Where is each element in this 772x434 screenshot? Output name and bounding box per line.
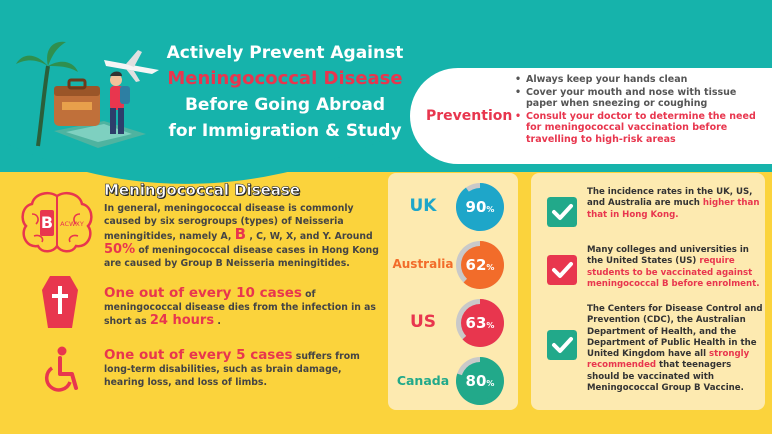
title-line-1: Actively Prevent Against bbox=[166, 43, 404, 63]
prevention-item: • Always keep your hands clean bbox=[514, 74, 764, 86]
fact-2-text: Many colleges and universities in the United States (US) bbox=[587, 245, 749, 267]
fact-1-text: The incidence rates in the UK, US, and Australia are much bbox=[587, 187, 753, 209]
rate-number: 90 bbox=[465, 198, 487, 216]
disease-text-1: In general, meningococcal disease is commonly caused by six serogroups (types) of Neisseria meningitides, namely A, bbox=[104, 203, 354, 242]
facts-card bbox=[531, 173, 765, 410]
stat-disability bbox=[104, 349, 382, 389]
check-icon bbox=[547, 197, 577, 227]
fact-3-end: that teenagers should be vaccinated with Meningococcal Group B Vaccine. bbox=[587, 360, 744, 394]
disease-description bbox=[104, 202, 382, 270]
rate-percent-sign: % bbox=[486, 262, 495, 272]
traveler-illustration bbox=[14, 36, 164, 156]
country-label: Canada bbox=[396, 372, 450, 388]
title-line-4: for Immigration & Study bbox=[168, 121, 402, 141]
incidence-card bbox=[388, 173, 518, 410]
stat-death-head: One out of every 10 cases bbox=[104, 285, 302, 301]
disease-text-2: , C, W, X, and Y. Around bbox=[246, 231, 373, 242]
fact-3 bbox=[587, 304, 763, 394]
wheelchair-icon bbox=[40, 346, 80, 396]
disease-percent: 50% bbox=[104, 242, 136, 257]
prevention-label: Prevention bbox=[426, 108, 513, 124]
title-line-2: Meningococcal Disease bbox=[167, 68, 403, 89]
rate-percent-sign: % bbox=[486, 204, 495, 214]
fact-3-text: The Centers for Disease Control and Prevention (CDC), the Australian Department of Health, and the Department of Public Health in the United Kingdom have all bbox=[587, 304, 763, 360]
incidence-row bbox=[388, 297, 518, 349]
fact-3-highlight: strongly recommended bbox=[587, 349, 750, 371]
prevention-item: • Cover your mouth and nose with tissue paper when sneezing or coughing bbox=[514, 87, 764, 110]
disease-heading: Meningococcal Disease bbox=[104, 181, 301, 199]
brain-icon bbox=[20, 190, 94, 254]
prevention-card bbox=[410, 68, 772, 164]
rate-percent-sign: % bbox=[486, 320, 495, 330]
stat-disability-text: suffers from long-term disabilities, such as brain damage, hearing loss, and loss of limbs. bbox=[104, 351, 360, 388]
rate-value bbox=[456, 299, 504, 347]
check-icon bbox=[547, 330, 577, 360]
fact-2 bbox=[587, 245, 763, 290]
stat-death bbox=[104, 287, 382, 328]
stat-death-time: 24 hours bbox=[149, 313, 215, 328]
prevention-item: • Consult your doctor to determine the need for meningococcal vaccination before travelling to high-risk areas bbox=[514, 111, 764, 146]
disease-text-3: of meningococcal disease cases in Hong Kong are caused by Group B Neisseria meningitides. bbox=[104, 245, 379, 269]
stat-disability-head: One out of every 5 cases bbox=[104, 347, 293, 363]
country-label: UK bbox=[409, 195, 437, 216]
rate-number: 63 bbox=[465, 314, 487, 332]
title-line-3: Before Going Abroad bbox=[184, 95, 386, 115]
country-label: US bbox=[409, 311, 437, 332]
incidence-row bbox=[388, 239, 518, 291]
stat-death-text: of meningococcal disease dies from the infection in as short as bbox=[104, 289, 376, 327]
rate-number: 62 bbox=[465, 256, 487, 274]
check-icon bbox=[547, 255, 577, 285]
prevention-list bbox=[514, 74, 764, 146]
incidence-row bbox=[388, 181, 518, 233]
rate-value bbox=[456, 183, 504, 231]
incidence-row bbox=[388, 355, 518, 407]
rate-number: 80 bbox=[465, 372, 487, 390]
brain-serogroups: ACWXY bbox=[60, 220, 84, 228]
brain-letter: B bbox=[40, 213, 54, 232]
fact-1-highlight: higher than that in Hong Kong. bbox=[587, 198, 760, 220]
fact-2-highlight: require students to be vaccinated against meningococcal B before enrolment. bbox=[587, 256, 760, 289]
disease-letter-b: B bbox=[234, 225, 247, 243]
rate-percent-sign: % bbox=[486, 378, 495, 388]
fact-1 bbox=[587, 187, 763, 221]
coffin-icon bbox=[42, 276, 78, 328]
rate-value bbox=[456, 357, 504, 405]
country-label: Australia bbox=[392, 257, 454, 272]
rate-value bbox=[456, 241, 504, 289]
stat-death-end: . bbox=[214, 316, 221, 327]
page-title bbox=[160, 40, 410, 144]
